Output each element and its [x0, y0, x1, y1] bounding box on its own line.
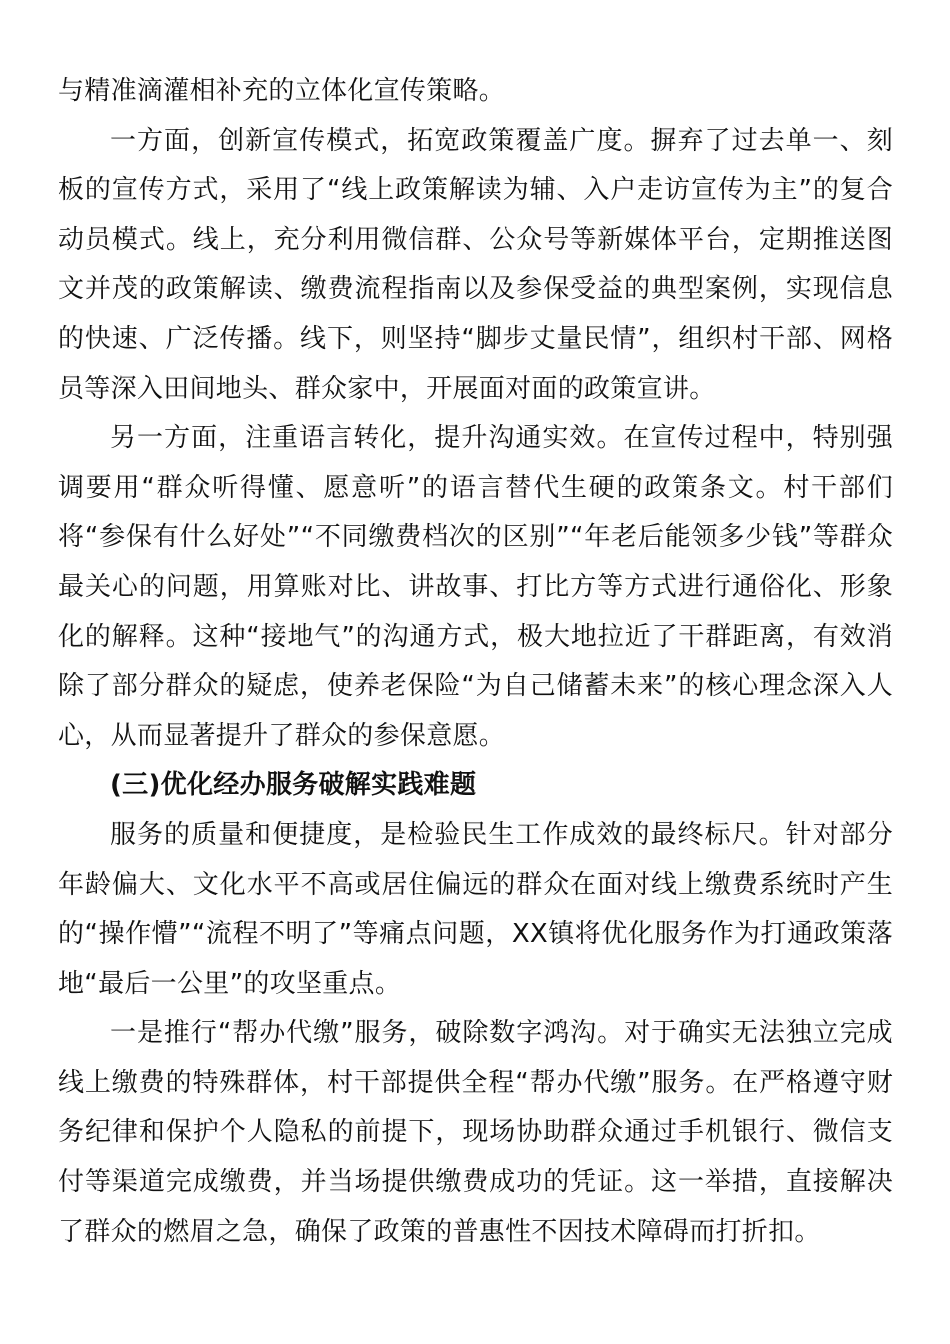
paragraph-language-conversion: 另一方面，注重语言转化，提升沟通实效。在宣传过程中，特别强调要用“群众听得懂、愿意听”的语言替代生硬的政策条文。村干部们将“参保有什么好处”“不同缴费档次的区别”“年老后能领多少钱”等群众最关心的问题，用算账对比、讲故事、打比方等方式进行通俗化、形象化的解释。这种“接地气”的沟通方式，极大地拉近了干群距离，有效消除了部分群众的疑虑，使养老保险“为自己储蓄未来”的核心理念深入人心，从而显著提升了群众的参保意愿。: [58, 423, 893, 751]
paragraph-continuation: 与精准滴灌相补充的立体化宣传策略。: [58, 76, 506, 106]
section-heading: (三)优化经办服务破解实践难题: [110, 770, 477, 801]
paragraph-service-quality: 服务的质量和便捷度，是检验民生工作成效的最终标尺。针对部分年龄偏大、文化水平不高或居住偏远的群众在面对线上缴费系统时产生的“操作懵”“流程不明了”等痛点问题，XX镇将优化服务作为打通政策落地“最后一公里”的攻坚重点。: [58, 819, 893, 999]
document-body: [58, 67, 893, 1257]
paragraph-assisted-payment: 一是推行“帮办代缴”服务，破除数字鸿沟。对于确实无法独立完成线上缴费的特殊群体，村干部提供全程“帮办代缴”服务。在严格遵守财务纪律和保护个人隐私的前提下，现场协助群众通过手机银行、微信支付等渠道完成缴费，并当场提供缴费成功的凭证。这一举措，直接解决了群众的燃眉之急，确保了政策的普惠性不因技术障碍而打折扣。: [58, 1018, 893, 1247]
paragraph-publicity-mode: 一方面，创新宣传模式，拓宽政策覆盖广度。摒弃了过去单一、刻板的宣传方式，采用了“线上政策解读为辅、入户走访宣传为主”的复合动员模式。线上，充分利用微信群、公众号等新媒体平台，定期推送图文并茂的政策解读、缴费流程指南以及参保受益的典型案例，实现信息的快速、广泛传播。线下，则坚持“脚步丈量民情”，组织村干部、网格员等深入田间地头、群众家中，开展面对面的政策宣讲。: [58, 125, 893, 404]
